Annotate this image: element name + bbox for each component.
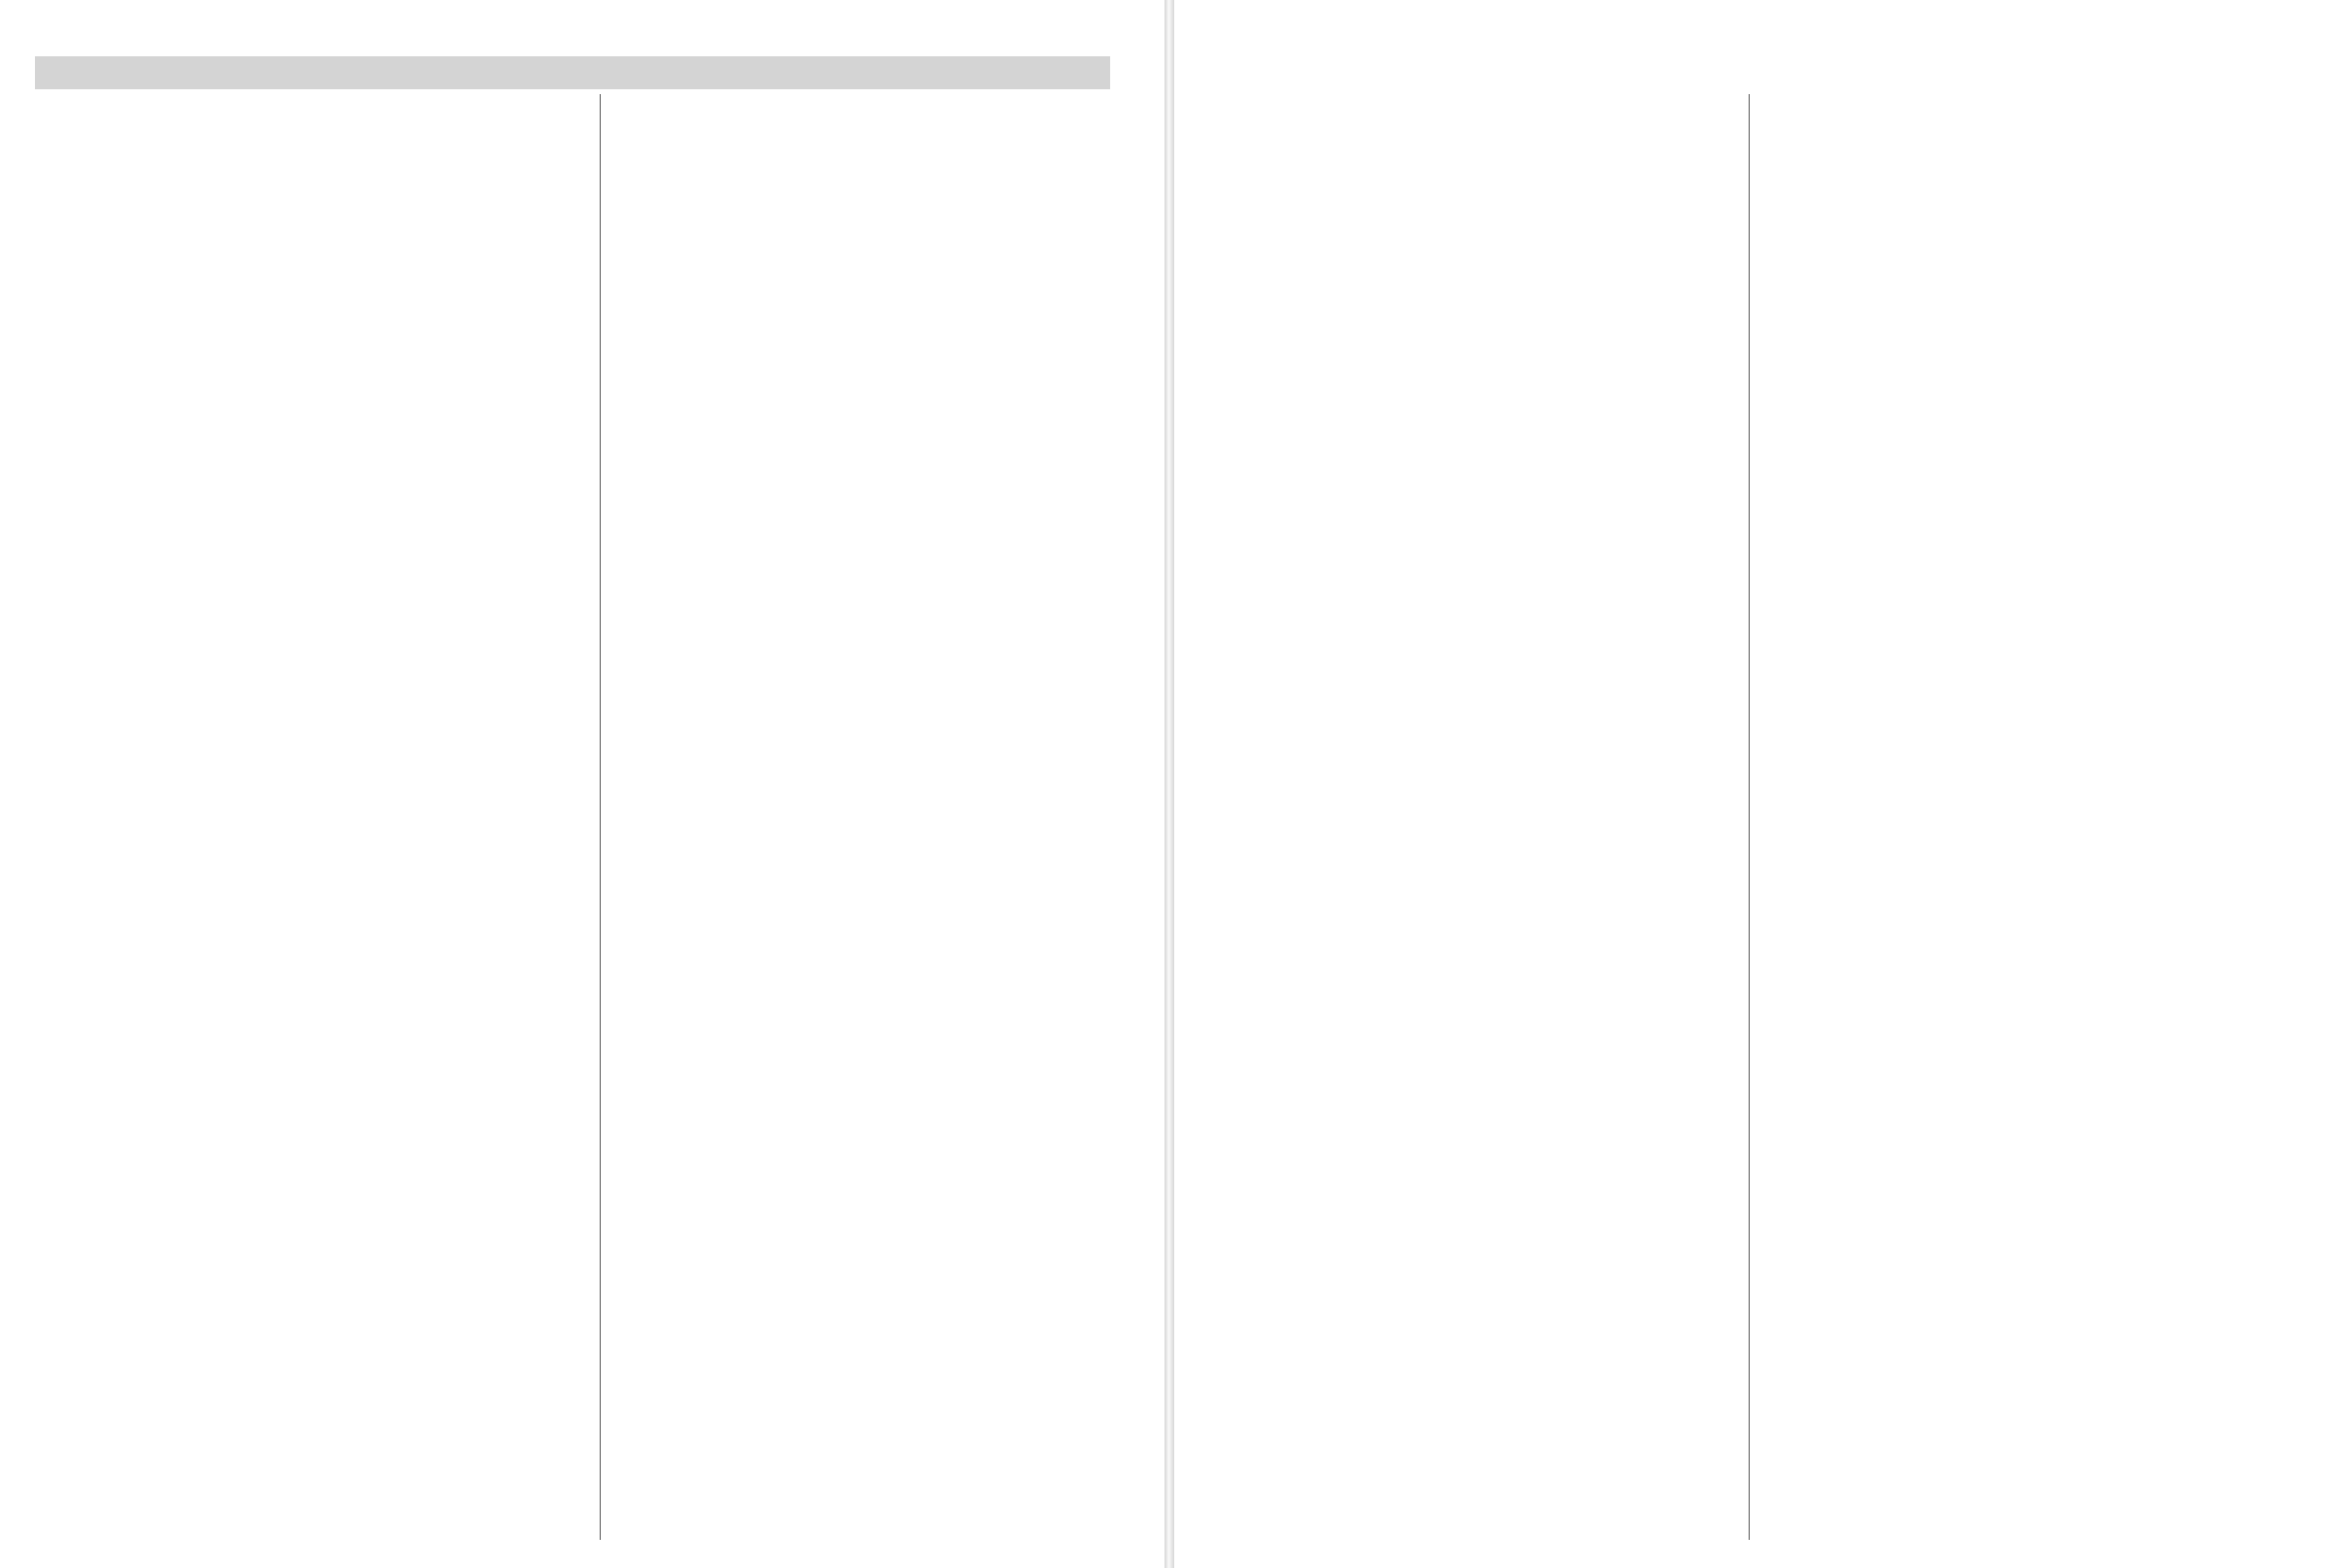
left-page xyxy=(0,0,1164,1568)
page-title xyxy=(35,56,1110,89)
column-divider xyxy=(1749,94,1750,1540)
column-divider xyxy=(600,94,601,1540)
book-gutter xyxy=(1164,0,1174,1568)
right-page xyxy=(1174,0,2329,1568)
